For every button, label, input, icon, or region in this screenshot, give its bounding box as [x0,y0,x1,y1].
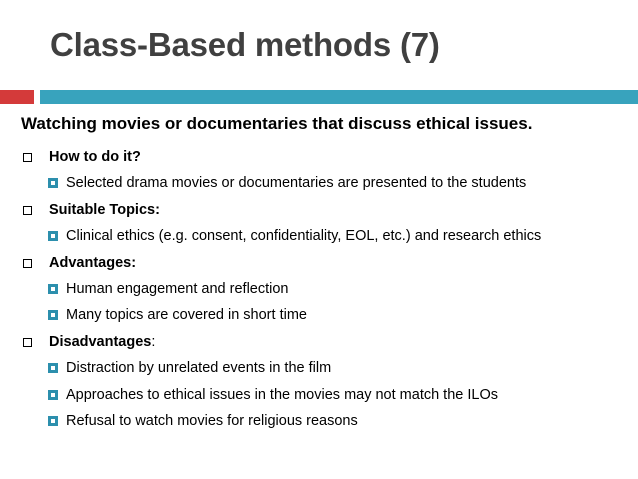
sub-bullet [48,360,331,376]
section-heading: Disadvantages [49,334,152,350]
sub-bullet-text: Refusal to watch movies for religious reasons [66,413,358,429]
square-bullet-icon [48,178,58,188]
section-heading: Suitable Topics: [49,202,160,218]
sub-bullet [48,281,288,297]
square-bullet-icon [48,363,58,373]
square-bullet-icon [48,231,58,241]
sub-bullet [48,307,307,323]
square-bullet-icon [48,390,58,400]
section-heading-suffix: : [151,334,156,350]
square-bullet-icon [48,310,58,320]
sub-bullet-text: Many topics are covered in short time [66,307,307,323]
checkbox-bullet-icon [23,259,32,268]
checkbox-bullet-icon [23,153,32,162]
sub-bullet [48,387,498,403]
slide-title: Class-Based methods (7) [50,26,440,63]
sub-bullet [48,413,358,429]
bullet-how-to [23,149,141,165]
sub-bullet [48,228,541,244]
sub-bullet-text: Approaches to ethical issues in the movies may not match the ILOs [66,387,498,403]
bullet-suitable-topics [23,202,160,218]
sub-bullet [48,175,526,191]
sub-bullet-text: Human engagement and reflection [66,281,289,297]
sub-bullet-text: Clinical ethics (e.g. consent, confidentiality, EOL, etc.) and research ethics [66,228,542,244]
square-bullet-icon [48,284,58,294]
bullet-advantages [23,255,136,271]
sub-bullet-text: Distraction by unrelated events in the film [66,360,332,376]
checkbox-bullet-icon [23,338,32,347]
checkbox-bullet-icon [23,206,32,215]
bullet-disadvantages [23,334,155,350]
section-heading: Advantages: [49,255,137,271]
intro-text: Watching movies or documentaries that discuss ethical issues. [21,114,533,133]
square-bullet-icon [48,416,58,426]
sub-bullet-text: Selected drama movies or documentaries are presented to the students [66,175,527,191]
section-heading: How to do it? [49,149,141,165]
